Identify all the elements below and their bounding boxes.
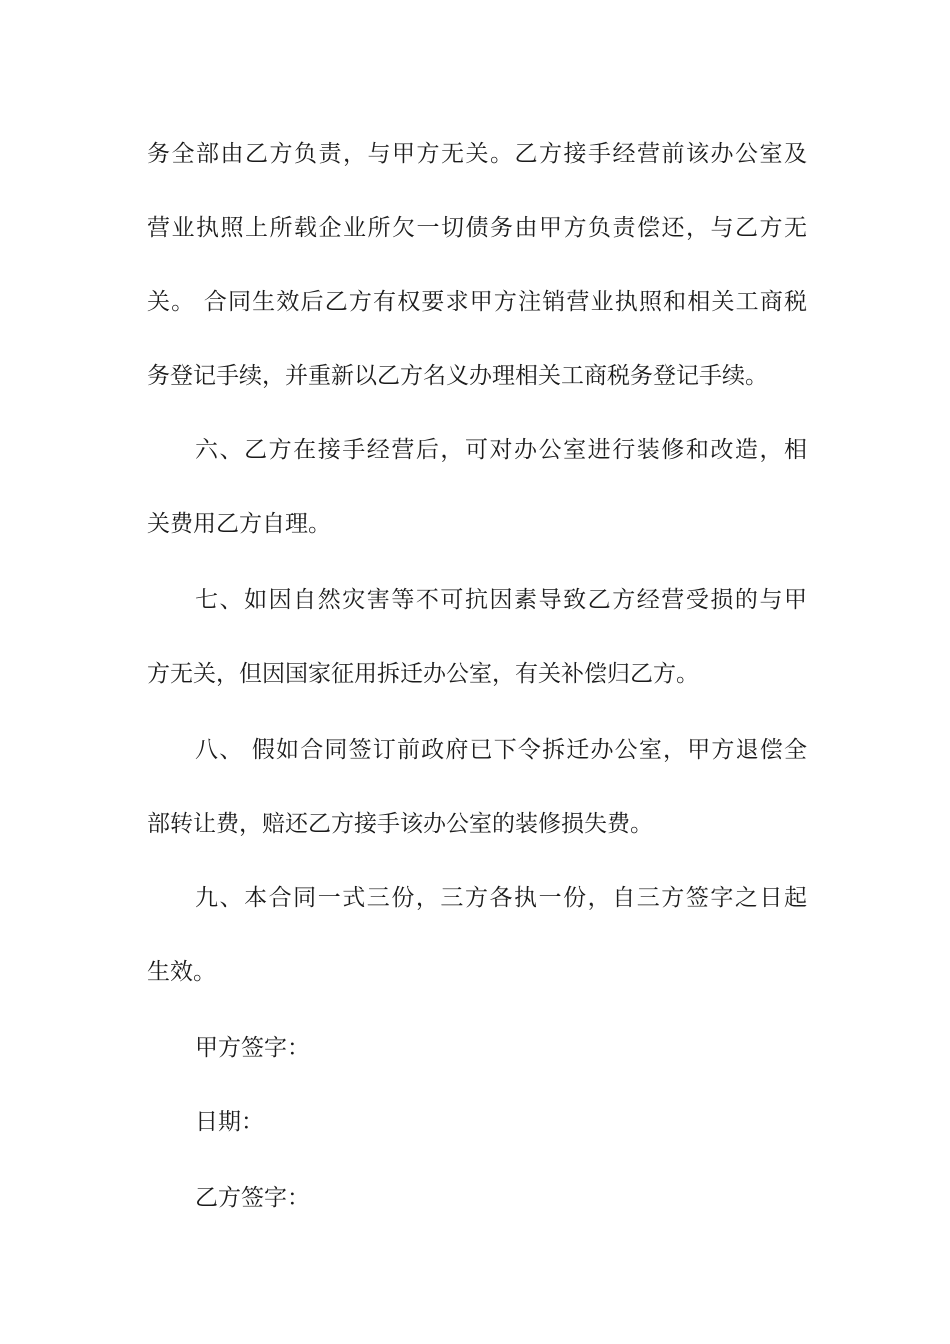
clause-7-line-2: 方无关，但因国家征用拆迁办公室，有关补偿归乙方。 xyxy=(147,661,699,687)
party-b-signature-label: 乙方签字： xyxy=(195,1185,310,1211)
paragraph-5-line-2: 营业执照上所载企业所欠一切债务由甲方负责偿还，与乙方无 xyxy=(147,215,807,241)
paragraph-5-line-1: 务全部由乙方负责，与甲方无关。乙方接手经营前该办公室及 xyxy=(147,141,807,167)
clause-7-line-1: 七、如因自然灾害等不可抗因素导致乙方经营受损的与甲 xyxy=(195,587,807,613)
clause-6-line-1: 六、乙方在接手经营后，可对办公室进行装修和改造，相 xyxy=(195,437,807,463)
party-a-signature-label: 甲方签字： xyxy=(195,1035,310,1061)
clause-6-line-2: 关费用乙方自理。 xyxy=(147,511,331,537)
clause-8-line-1: 八、 假如合同签订前政府已下令拆迁办公室，甲方退偿全 xyxy=(195,737,807,763)
clause-9-line-1: 九、本合同一式三份，三方各执一份，自三方签字之日起 xyxy=(195,885,807,911)
paragraph-5-line-4: 务登记手续，并重新以乙方名义办理相关工商税务登记手续。 xyxy=(147,363,768,389)
clause-9-line-2: 生效。 xyxy=(147,959,216,985)
date-label: 日期： xyxy=(195,1109,264,1135)
paragraph-5-line-3: 关。 合同生效后乙方有权要求甲方注销营业执照和相关工商税 xyxy=(147,289,807,315)
clause-8-line-2: 部转让费，赔还乙方接手该办公室的装修损失费。 xyxy=(147,811,653,837)
